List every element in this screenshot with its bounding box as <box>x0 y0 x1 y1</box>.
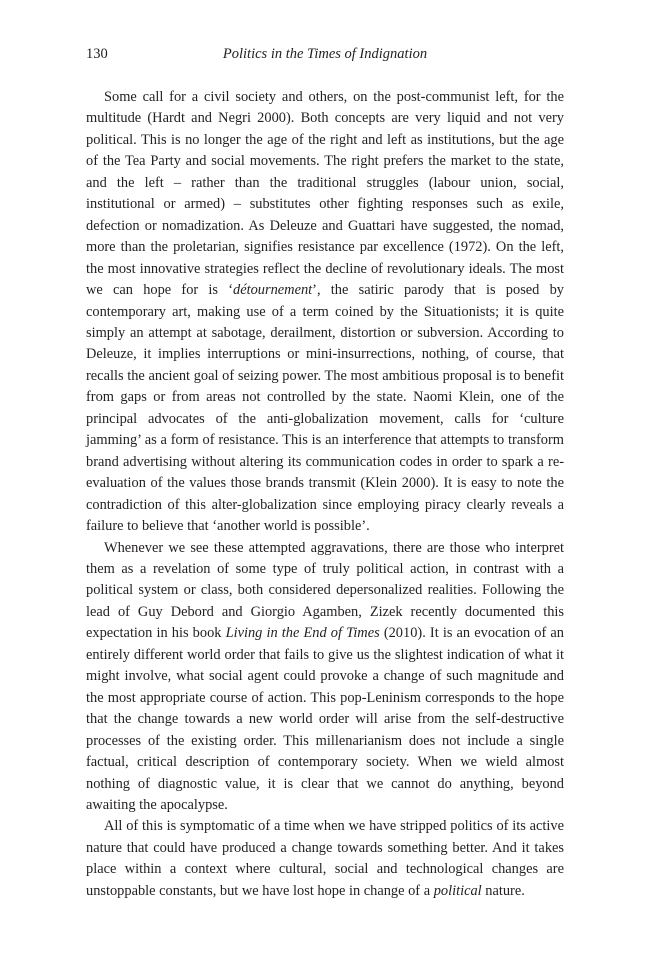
text-segment: ’, the satiric parody that is posed by contemporary art, making use of a term coined by the Situationists; it is quite simply an attempt at sabotage, derailment, distortion or subversion. According to Deleuze, it implies interruptions or mini-insurrections, nothing, of course, that recalls the ancient goal of seizing power. The most ambitious proposal is to benefit from gaps or from areas not controlled by the state. Naomi Klein, one of the principal advocates of the anti-globalization movement, calls for ‘culture jamming’ as a form of resistance. This is an interference that attempts to transform brand advertising without altering its communication codes in order to spark a re-evaluation of the values those brands transmit (Klein 2000). It is easy to note the contradiction of this alter-globalization since employing piracy clearly reveals a failure to believe that ‘another world is possible’. <box>86 282 564 535</box>
running-title: Politics in the Times of Indignation <box>222 46 428 62</box>
paragraph <box>86 816 564 902</box>
text-segment: Some call for a civil society and others, on the post-communist left, for the multitude (Hardt and Negri 2000). Both concepts are very liquid and not very political. This is no longer the age of the right and left as institutions, but the age of the Tea Party and social movements. The right prefers the market to the state, and the left – rather than the traditional struggles (labour union, social, institutional or armed) – substitutes other fighting responses such as exile, defection or nomadization. As Deleuze and Guattari have suggested, the nomad, more than the proletarian, signifies resistance par excellence (1972). On the left, the most innovative strategies reflect the decline of revolutionary ideals. The most we can hope for is ‘ <box>86 89 564 299</box>
text-segment: nature. <box>481 882 525 899</box>
text-segment: Whenever we see these attempted aggravations, there are those who interpret them as a revelation of some type of truly political action, in contrast with a political system or class, both considered depersonalized realities. Following the lead of Guy Debord and Giorgio Agamben, Zizek recently documented this expectation in his book <box>86 539 564 642</box>
paragraph <box>86 87 564 538</box>
page-number: 130 <box>86 46 108 62</box>
text-segment: (2010). It is an evocation of an entirely different world order that fails to give us the slightest indication of what it might involve, what social agent could provoke a change of such magnitude and the most appropriate course of action. This pop-Leninism corresponds to the hope that the change towards a new world order will arise from the self-destructive processes of the existing order. This millenarianism does not include a single factual, critical description of contemporary society. When we wield almost nothing of diagnostic value, it is clear that we cannot do anything, beyond awaiting the apocalypse. <box>86 625 564 813</box>
body-text <box>86 87 564 902</box>
paragraph <box>86 538 564 817</box>
book-title: Living in the End of Times <box>225 625 380 642</box>
running-head <box>86 44 564 64</box>
italic-term: political <box>433 882 482 899</box>
text-segment: All of this is symptomatic of a time when we have stripped politics of its active nature that could have produced a change towards something better. And it takes place within a context where cultural, social and technological changes are unstoppable constants, but we have lost hope in change of a <box>86 818 564 899</box>
italic-term: détournement <box>233 282 313 299</box>
